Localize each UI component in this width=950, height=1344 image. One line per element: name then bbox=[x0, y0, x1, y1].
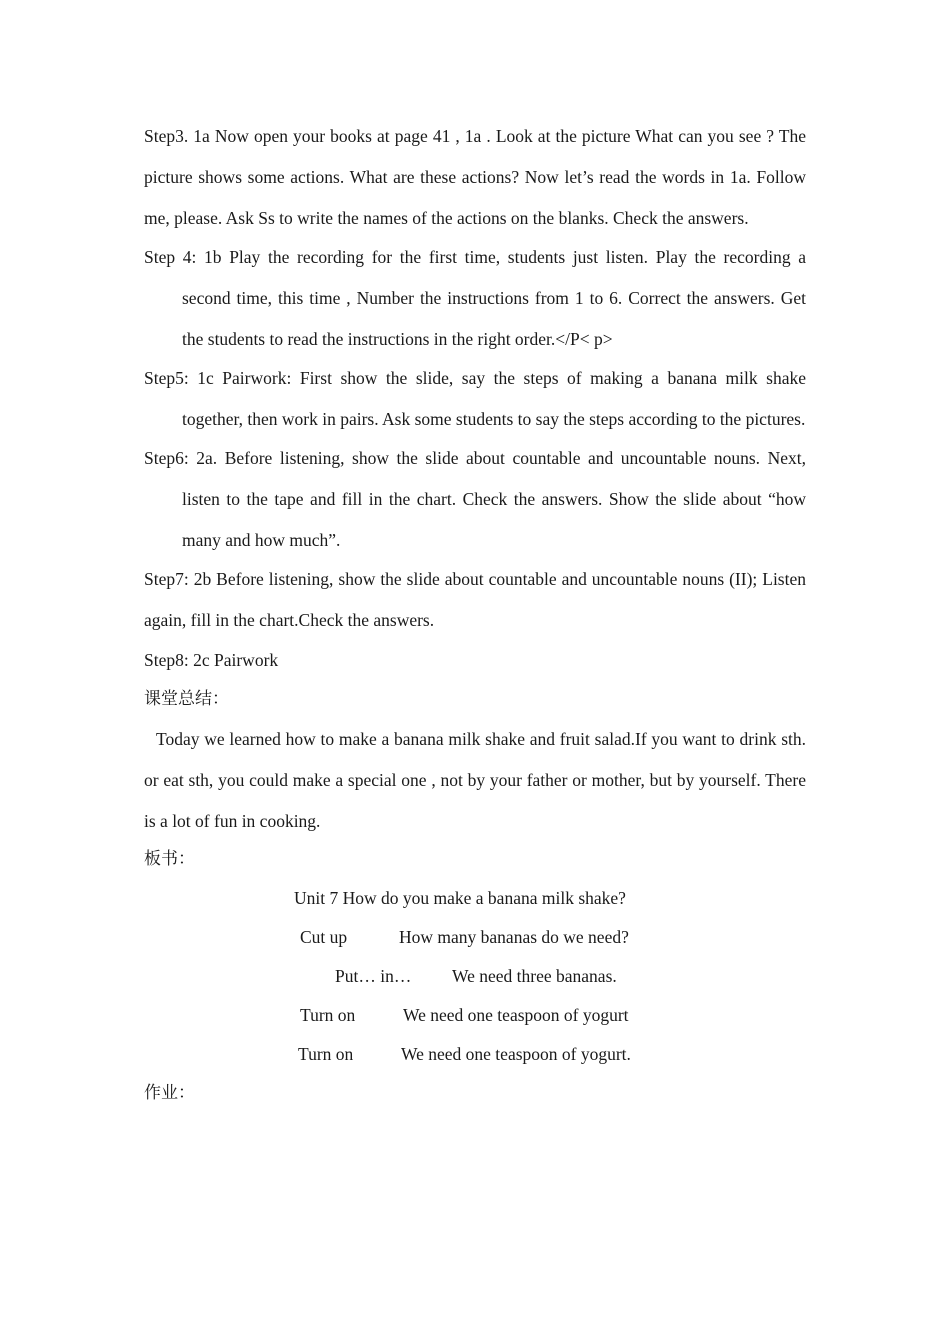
board-sentence: We need one teaspoon of yogurt. bbox=[401, 1044, 631, 1064]
board-title: Unit 7 How do you make a banana milk shake? bbox=[294, 888, 626, 908]
board-action: Turn on bbox=[300, 1005, 356, 1025]
summary-text: Today we learned how to make a banana milk shake and fruit salad.If you want to drink sth. or eat sth, you could make a special one , not by your father or mother, but by yourself. There is a lot of fun in cooking. bbox=[144, 729, 806, 831]
homework-heading: 作业： bbox=[144, 1083, 195, 1103]
step4-paragraph: Step 4: 1b Play the recording for the first time, students just listen. Play the recording a second time, this time , Number the instructions from 1 to 6. Correct the answers. Get the students to read the instructions in the right order.</P< p> bbox=[144, 247, 806, 349]
board-action: Turn on bbox=[298, 1044, 354, 1064]
board-heading: 板书： bbox=[144, 849, 195, 869]
step5-paragraph: Step5: 1c Pairwork: First show the slide, say the steps of making a banana milk shake together, then work in pairs. Ask some students to say the steps according to the pictures. bbox=[144, 368, 806, 429]
board-sentence: We need three bananas. bbox=[452, 966, 617, 986]
document-body bbox=[144, 116, 806, 1113]
board-sentence: How many bananas do we need? bbox=[399, 927, 629, 947]
board-action: Put… in… bbox=[335, 966, 412, 986]
board-sentence: We need one teaspoon of yogurt bbox=[403, 1005, 629, 1025]
board-action: Cut up bbox=[300, 927, 348, 947]
step8-paragraph: Step8: 2c Pairwork bbox=[144, 650, 279, 670]
step7-paragraph: Step7: 2b Before listening, show the slide about countable and uncountable nouns (II); Listen again, fill in the chart.Check the answers. bbox=[144, 569, 806, 630]
step6-paragraph: Step6: 2a. Before listening, show the slide about countable and uncountable nouns. Next, listen to the tape and fill in the chart. Check the answers. Show the slide about “how many and how much”. bbox=[144, 448, 806, 550]
summary-heading: 课堂总结： bbox=[144, 689, 229, 709]
blackboard-section bbox=[144, 879, 806, 1074]
step3-paragraph: Step3. 1a Now open your books at page 41 , 1a . Look at the picture What can you see ? The picture shows some actions. What are these actions? Now let’s read the words in 1a. Follow me, please. Ask Ss to write the names of the actions on the blanks. Check the answers. bbox=[144, 126, 806, 228]
